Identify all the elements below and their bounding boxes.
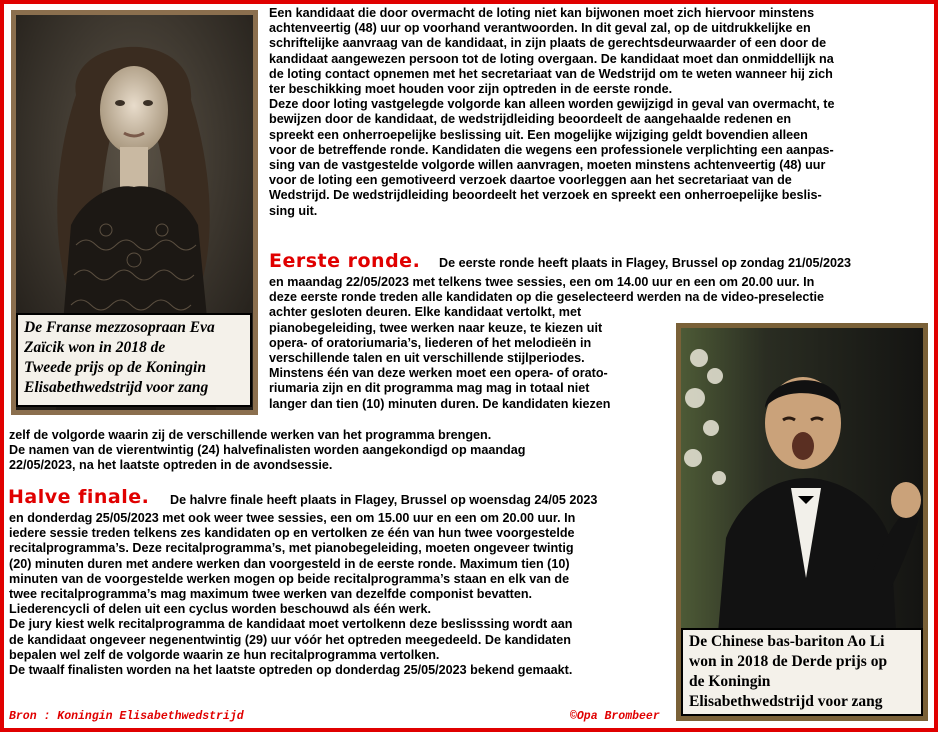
heading-eerste-ronde: Eerste ronde.: [269, 250, 421, 272]
halve-line: bepalen wel zelf de volgorde waarin ze hun recitalprogramma vertolken.: [9, 647, 440, 662]
eerste-line: zelf de volgorde waarin zij de verschillende werken van het programma brengen.: [9, 428, 492, 442]
eerste-line: deze eerste ronde treden alle kandidaten op die geselecteerd werden na de video-preselectie: [269, 290, 825, 305]
heading-halve-finale: Halve finale.: [8, 486, 150, 508]
halve-line: de kandidaat ongeveer negenentwintig (29) uur vóór het optreden meegedeeld. De kandidaten: [9, 632, 571, 647]
caption-ao-li: [681, 628, 923, 716]
halve-line: minuten van de voorgestelde werken mogen op beide recitalprogramma’s staan en elk van de: [9, 571, 570, 586]
intro-line: kandidaat aangewezen persoon tot de loting overgaan. De kandidaat moet dan onmiddellijk na: [269, 51, 834, 66]
eerste-line: langer dan tien (10) minuten duren. De kandidaten kiezen: [269, 396, 611, 411]
footer-source: Bron : Koningin Elisabethwedstrijd: [9, 710, 244, 723]
halve-line: recitalprogramma’s. Deze recitalprogramma’s, met pianobegeleiding, moeten ongeveer twintig: [9, 541, 574, 556]
eerste-line: riumaria zijn en dit programma mag mag in totaal niet: [269, 381, 590, 396]
intro-line: de loting contact opnemen met het secretariaat van de Wedstrijd om te weten wanneer hij zich: [269, 66, 833, 81]
eerste-paragraph-wide: [269, 275, 824, 412]
intro-line: sing uit.: [269, 203, 318, 218]
intro-paragraph: [269, 6, 834, 219]
intro-line: Deze door loting vastgelegde volgorde kan alleen worden gewijzigd in geval van overmacht, te: [269, 97, 835, 112]
intro-line: Een kandidaat die door overmacht de loting niet kan bijwonen moet zich hiervoor minstens: [269, 6, 815, 20]
intro-line: achtenveertig (48) uur op voorhand verantwoorden. In dit geval zal, op de uitdrukkelijke en: [269, 21, 811, 36]
eerste-line: pianobegeleiding, twee werken naar keuze, te kiezen uit: [269, 320, 603, 335]
caption-line: de Koningin: [689, 673, 771, 690]
caption-line: won in 2018 de Derde prijs op: [689, 653, 888, 670]
caption-line: De Chinese bas-bariton Ao Li: [689, 633, 885, 650]
caption-line: Elisabethwedstrijd voor zang: [689, 693, 883, 710]
eerste-first-line: De eerste ronde heeft plaats in Flagey, Brussel op zondag 21/05/2023: [439, 256, 852, 270]
intro-line: bewijzen door de kandidaat, de wedstrijdleiding beoordeelt de aangehaalde redenen en: [269, 112, 792, 127]
halve-line: De twaalf finalisten worden na het laatste optreden op donderdag 25/05/2023 bekend gemaakt.: [9, 663, 573, 678]
caption-line: Tweede prijs op de Koningin: [24, 359, 206, 376]
intro-line: spreekt een onherroepelijke beslissing uit. Een mogelijke wijziging geldt bovendien alleen: [269, 127, 808, 142]
halve-line: twee recitalprogramma’s mag maximum twee werken van dezelfde componist bevatten.: [9, 587, 533, 602]
halve-paragraph: [9, 511, 575, 678]
intro-line: voor de betreffende ronde. Kandidaten die wegens een professionele verplichting een aanpas-: [269, 142, 834, 157]
halve-line: De jury kiest welk recitalprogramma de kandidaat moet vertolkenn deze beslisssing wordt aan: [9, 617, 573, 632]
eerste-line: 22/05/2023, na het laatste optreden in de avondsessie.: [9, 458, 333, 473]
eerste-line: De namen van de vierentwintig (24) halvefinalisten worden aangekondigd op maandag: [9, 443, 526, 458]
intro-line: schriftelijke aanvraag van de kandidaat, in zijn plaats de gerechtsdeurwaarder of een door de: [269, 36, 827, 51]
footer-credit: ©Opa Brombeer: [570, 710, 660, 723]
caption-line: De Franse mezzosopraan Eva: [24, 319, 215, 336]
intro-line: Wedstrijd. De wedstrijdleiding beoordeelt het verzoek en spreekt een onherroepelijke beslis-: [269, 188, 822, 203]
eerste-line: verschillende talen en uit verschillende stijlperiodes.: [269, 351, 585, 366]
caption-line: Zaïcik won in 2018 de: [24, 339, 166, 356]
caption-eva-zaicik: [16, 313, 252, 407]
halve-line: iedere sessie treden telkens zes kandidaten op en vertolken ze één van hun twee voorgestelde: [9, 526, 575, 541]
eerste-line: en maandag 22/05/2023 met telkens twee sessies, een om 14.00 uur en een om 20.00 uur. In: [269, 275, 815, 289]
intro-line: sing van de vastgestelde volgorde willen aanvragen, moeten minstens achtenveertig (48) uur: [269, 158, 826, 173]
halve-line: en donderdag 25/05/2023 met ook weer twee sessies, een om 15.00 uur en een om 20.00 uur. In: [9, 511, 576, 525]
halve-first-line: De halvre finale heeft plaats in Flagey, Brussel op woensdag 24/05 2023: [170, 493, 598, 507]
eerste-line: achter gesloten deuren. Elke kandidaat vertolkt, met: [269, 305, 582, 320]
halve-line: Liederencycli of delen uit een cyclus worden beschouwd als één werk.: [9, 602, 432, 617]
eerste-line: opera- of oratoriumaria’s, liederen of het melodieën in: [269, 335, 592, 350]
eerste-paragraph-full: [9, 428, 525, 474]
eerste-line: Minstens één van deze werken moet een opera- of orato-: [269, 366, 608, 381]
halve-line: (20) minuten duren met andere werken dan voorgesteld in de eerste ronde. Maximum tien (10): [9, 556, 570, 571]
caption-line: Elisabethwedstrijd voor zang: [24, 379, 209, 396]
intro-line: voor de loting een gemotiveerd verzoek daartoe voorleggen aan het secretariaat van de: [269, 173, 792, 188]
intro-line: ter beschikking moet houden voor zijn optreden in de eerste ronde.: [269, 82, 673, 97]
